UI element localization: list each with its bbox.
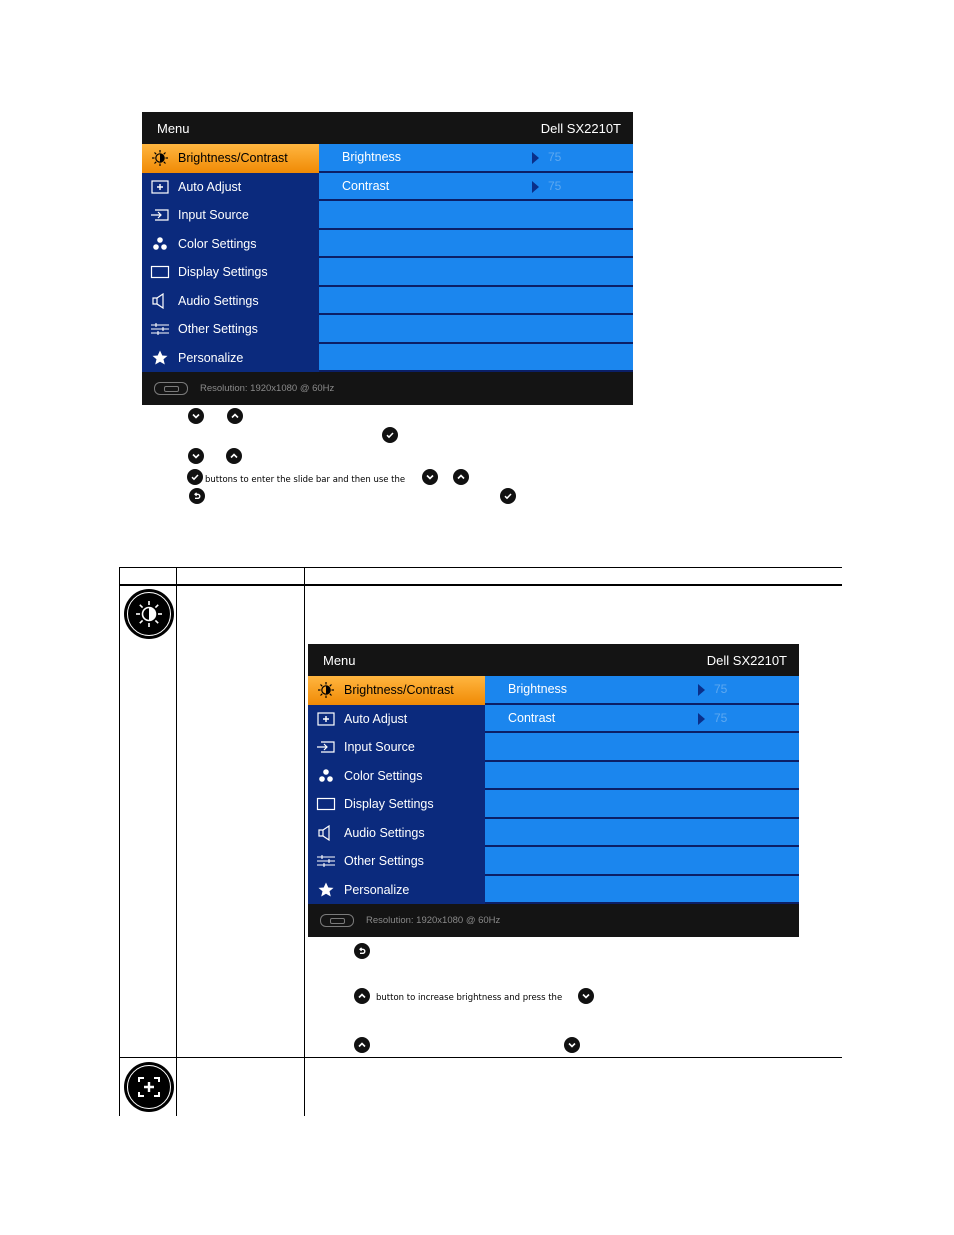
osd-item-personalize[interactable] [142,344,319,373]
osd-item-label: Personalize [178,350,244,365]
osd-item-label: Color Settings [178,236,257,251]
triangle-right-icon [698,684,705,696]
check-button-icon [382,427,398,443]
osd-row-empty [485,762,799,789]
osd-main-menu [308,676,485,904]
osd-row-empty [319,344,633,371]
osd-row-empty [485,790,799,817]
osd-item-label: Brightness/Contrast [178,151,288,166]
osd-item-audio-settings[interactable] [308,819,485,848]
osd-item-auto-adjust[interactable] [308,705,485,734]
up-button-icon [453,469,469,485]
star-icon [316,882,336,898]
osd-row-label: Brightness [342,150,402,165]
osd-item-label: Input Source [344,740,415,755]
osd-item-input-source[interactable] [142,201,319,230]
auto-adjust-icon [124,1062,174,1112]
table-rule [119,567,120,1116]
osd-menu-label: Menu [323,652,356,668]
table-rule [119,567,842,568]
sun-half-icon [316,682,336,698]
osd-header [142,112,633,144]
osd-item-label: Other Settings [178,322,258,337]
sliders-icon [150,321,170,337]
osd-item-other-settings[interactable] [308,847,485,876]
osd-item-label: Auto Adjust [344,711,408,726]
osd-item-display-settings[interactable] [142,258,319,287]
osd-row-brightness[interactable] [485,676,799,703]
osd-row-empty [485,733,799,760]
osd-item-label: Audio Settings [344,825,425,840]
osd-item-label: Personalize [344,882,410,897]
color-dots-icon [150,236,170,252]
auto-adjust-icon [150,179,170,195]
osd-row-empty [485,819,799,846]
table-rule [119,1057,842,1058]
osd-resolution: Resolution: 1920x1080 @ 60Hz [366,915,501,926]
osd-item-input-source[interactable] [308,733,485,762]
osd-row-contrast[interactable] [319,173,633,200]
check-button-icon [187,469,203,485]
down-button-icon [564,1037,580,1053]
osd-item-color-settings[interactable] [142,230,319,259]
osd-row-empty [485,847,799,874]
osd-row-brightness[interactable] [319,144,633,171]
display-rect-icon [316,796,336,812]
up-button-icon [227,408,243,424]
triangle-right-icon [532,152,539,164]
osd-item-label: Brightness/Contrast [344,683,454,698]
down-button-icon [188,448,204,464]
vga-connector-icon [320,914,354,927]
table-rule [119,584,842,586]
speaker-icon [150,293,170,309]
osd-main-menu [142,144,319,372]
osd-model-label: Dell SX2210T [540,120,621,136]
osd-row-empty [319,287,633,314]
osd-submenu [485,676,799,904]
osd-row-label: Contrast [342,178,390,193]
color-dots-icon [316,768,336,784]
auto-adjust-icon [316,711,336,727]
up-button-icon [354,988,370,1004]
down-button-icon [422,469,438,485]
back-button-icon [189,488,205,504]
up-button-icon [226,448,242,464]
input-source-icon [150,207,170,223]
up-button-icon [354,1037,370,1053]
osd-item-label: Color Settings [344,768,423,783]
table-rule [176,567,177,1116]
osd-item-label: Display Settings [178,265,268,280]
speaker-icon [316,825,336,841]
osd-item-display-settings[interactable] [308,790,485,819]
osd-menu-label: Menu [157,120,190,136]
osd-item-color-settings[interactable] [308,762,485,791]
osd-submenu [319,144,633,372]
osd-footer [308,904,799,937]
triangle-right-icon [698,713,705,725]
osd-row-empty [319,258,633,285]
osd-menu-table [308,644,799,937]
sliders-icon [316,853,336,869]
osd-row-label: Contrast [508,710,556,725]
osd-row-contrast[interactable] [485,705,799,732]
brightness-contrast-icon [124,589,174,639]
down-button-icon [188,408,204,424]
osd-row-label: Brightness [508,682,568,697]
table-rule [304,567,305,1116]
osd-item-label: Other Settings [344,854,424,869]
osd-item-auto-adjust[interactable] [142,173,319,202]
osd-row-value: 75 [548,178,562,193]
osd-item-personalize[interactable] [308,876,485,905]
osd-row-empty [485,876,799,903]
osd-item-audio-settings[interactable] [142,287,319,316]
osd-row-value: 75 [548,150,562,164]
osd-item-brightness-contrast[interactable] [308,676,485,705]
osd-menu-top [142,112,633,405]
osd-resolution: Resolution: 1920x1080 @ 60Hz [200,383,335,394]
osd-item-label: Audio Settings [178,293,259,308]
osd-row-empty [319,230,633,257]
down-button-icon [578,988,594,1004]
vga-connector-icon [154,382,188,395]
osd-item-label: Display Settings [344,797,434,812]
osd-model-label: Dell SX2210T [706,652,787,668]
input-source-icon [316,739,336,755]
osd-row-value: 75 [714,710,728,725]
instruction-text: buttons to enter the slide bar and then use the [205,475,406,485]
osd-item-label: Auto Adjust [178,179,242,194]
osd-item-other-settings[interactable] [142,315,319,344]
star-icon [150,350,170,366]
osd-row-value: 75 [714,682,728,696]
osd-row-empty [319,315,633,342]
osd-item-label: Input Source [178,208,249,223]
display-rect-icon [150,264,170,280]
osd-item-brightness-contrast[interactable] [142,144,319,173]
back-button-icon [354,943,370,959]
note-text: button to increase brightness and press the [376,993,563,1003]
osd-row-empty [319,201,633,228]
triangle-right-icon [532,181,539,193]
check-button-icon [500,488,516,504]
sun-half-icon [150,150,170,166]
osd-footer [142,372,633,405]
osd-header [308,644,799,676]
